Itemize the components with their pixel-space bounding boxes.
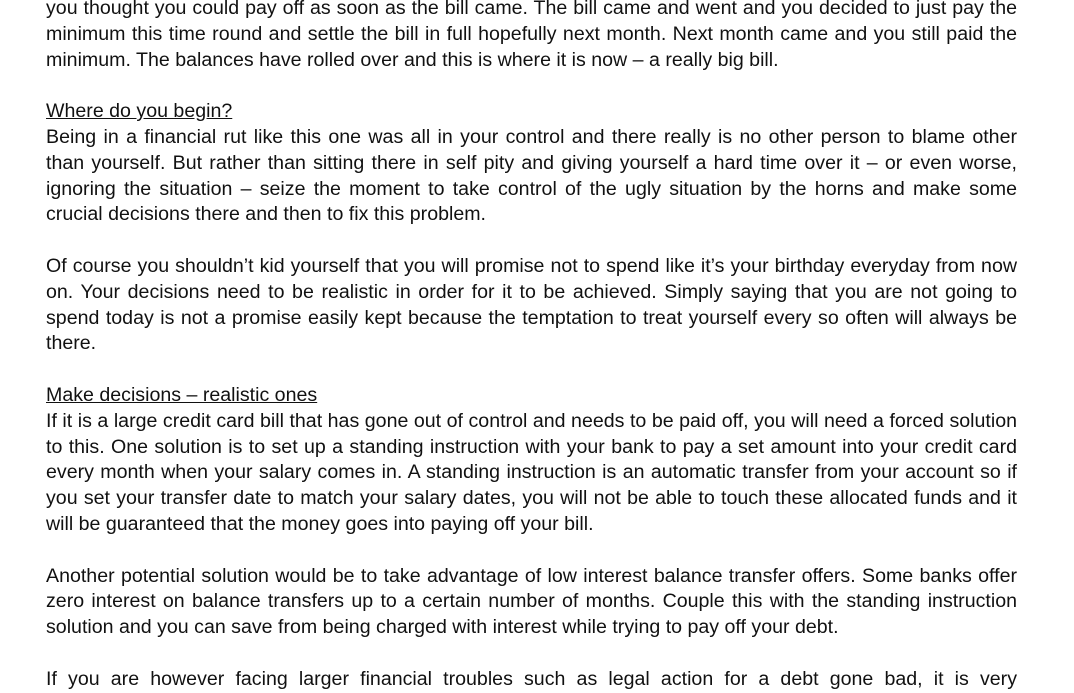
document-page [46,0,1017,693]
section-heading-where-do-you-begin: Where do you begin? [46,100,233,123]
intro-paragraph: you thought you could pay off as soon as the bill came. The bill came and went and you decided to just pay the minimum this time round and settle the bill in full hopefully next month. Next month came and you still paid the minimum. The balances have rolled over and this is where it is now – a really big bill. [46,0,1017,71]
body-paragraph: If it is a large credit card bill that has gone out of control and needs to be paid off, you will need a forced solution to this. One solution is to set up a standing instruction with your bank to pay a set amount into your credit card every month when your salary comes in. A standing instruction is an automatic transfer from your account so if you set your transfer date to match your salary dates, you will not be able to touch these allocated funds and it will be guaranteed that the money goes into paying off your bill. [46,409,1017,535]
section-heading-make-decisions: Make decisions – realistic ones [46,383,318,406]
body-paragraph: Another potential solution would be to take advantage of low interest balance transfer offers. Some banks offer zero interest on balance transfers up to a certain number of months. Couple this with the standing instruction solution and you can save from being charged with interest while trying to pay off your debt. [46,564,1017,639]
cut-off-paragraph-line: If you are however facing larger financial troubles such as legal action for a debt gone bad, it is very [46,667,1017,690]
body-paragraph: Of course you shouldn’t kid yourself that you will promise not to spend like it’s your birthday everyday from now on. Your decisions need to be realistic in order for it to be achieved. Simply saying that you are not going to spend today is not a promise easily kept because the temptation to treat yourself every so often will always be there. [46,254,1017,355]
body-paragraph: Being in a financial rut like this one was all in your control and there really is no other person to blame other than yourself. But rather than sitting there in self pity and giving yourself a hard time over it – or even worse, ignoring the situation – seize the moment to take control of the ugly situation by the horns and make some crucial decisions there and then to fix this problem. [46,125,1017,226]
